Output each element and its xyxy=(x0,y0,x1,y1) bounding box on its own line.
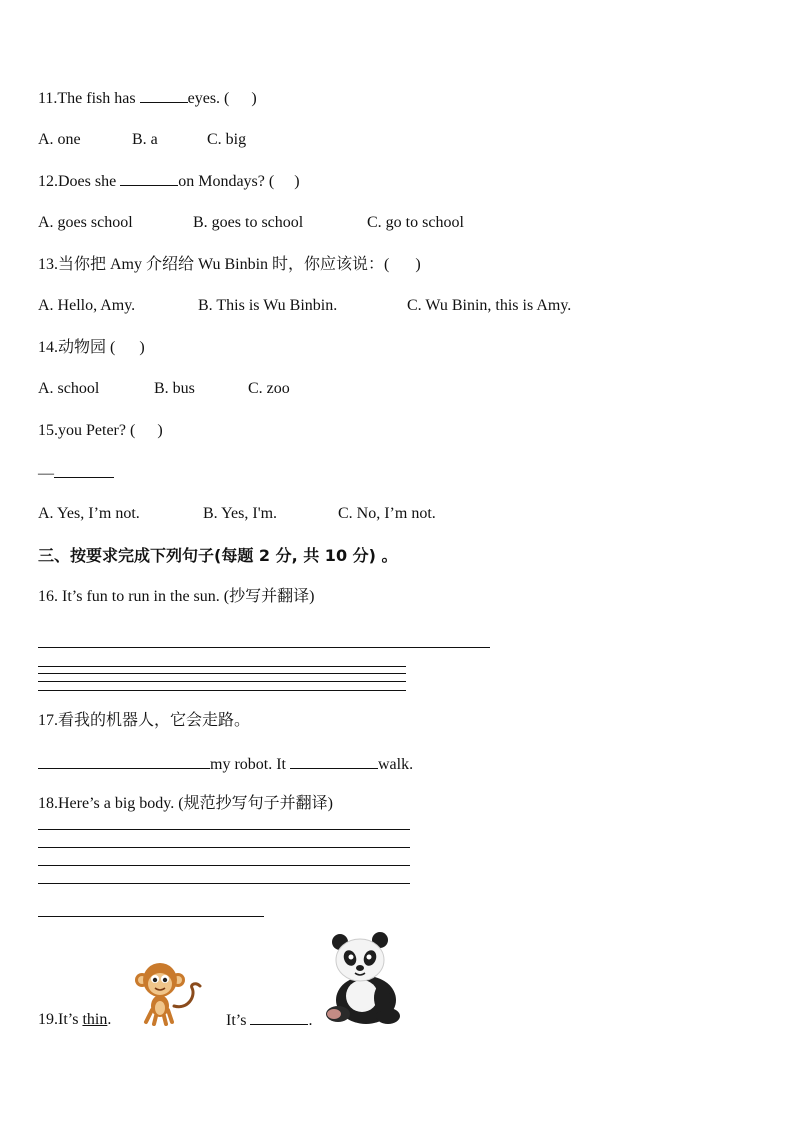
q19-its: It’s xyxy=(58,1011,83,1028)
q12-text-b: on Mondays? ( xyxy=(178,173,275,190)
q11-close-paren: ) xyxy=(251,90,257,107)
q13-text: 13.当你把 Amy 介绍给 Wu Binbin 时，你应该说：( xyxy=(38,256,390,273)
q13-option-b: B. This is Wu Binbin. xyxy=(198,297,338,314)
section-3-heading: 三、按要求完成下列句子(每题 2 分, 共 10 分) 。 xyxy=(38,546,398,565)
q16-writing-line[interactable] xyxy=(38,647,490,648)
q19-end-dot: . xyxy=(308,1012,313,1029)
q14-option-a: A. school xyxy=(38,380,100,397)
monkey-icon xyxy=(130,960,206,1026)
q19-word-thin: thin xyxy=(82,1011,108,1028)
q16-writing-line[interactable] xyxy=(38,681,406,682)
question-12 xyxy=(38,171,300,192)
q11-text-b: eyes. ( xyxy=(187,90,230,107)
question-18: 18.Here’s a big body. (规范抄写句子并翻译) xyxy=(38,795,333,812)
q19-blank[interactable] xyxy=(250,1010,308,1025)
q14-text: 14.动物园 ( xyxy=(38,339,116,356)
q17-blank-2[interactable] xyxy=(290,754,378,769)
q15-close-paren: ) xyxy=(157,422,163,439)
q15-option-a: A. Yes, I’m not. xyxy=(38,505,140,522)
q11-option-c: C. big xyxy=(207,131,247,148)
q14-option-b: B. bus xyxy=(154,380,195,397)
q12-close-paren: ) xyxy=(294,173,300,190)
q15-reply-blank[interactable] xyxy=(54,463,114,478)
q12-number: 12. xyxy=(38,173,58,190)
q12-option-a: A. goes school xyxy=(38,214,133,231)
question-16: 16. It’s fun to run in the sun. (抄写并翻译) xyxy=(38,588,315,605)
q15-dash: — xyxy=(38,465,54,482)
q14-option-c: C. zoo xyxy=(248,380,290,397)
q11-text-a: The fish has xyxy=(57,90,140,107)
q15-reply-line xyxy=(38,463,114,484)
q18-writing-line[interactable] xyxy=(38,829,410,830)
q16-writing-line[interactable] xyxy=(38,673,406,674)
q17-end-text: walk. xyxy=(378,756,414,773)
q13-option-a: A. Hello, Amy. xyxy=(38,297,136,314)
q11-option-a: A. one xyxy=(38,131,81,148)
q15-option-b: B. Yes, I'm. xyxy=(203,505,278,522)
panda-icon xyxy=(322,930,404,1026)
q18-writing-line[interactable] xyxy=(38,883,410,884)
q18-writing-line[interactable] xyxy=(38,847,410,848)
question-14 xyxy=(38,338,145,358)
q11-blank[interactable] xyxy=(140,88,188,103)
q12-text-a: Does she xyxy=(58,173,121,190)
question-15 xyxy=(38,421,163,441)
q12-option-c: C. go to school xyxy=(367,214,464,231)
q12-blank[interactable] xyxy=(120,171,178,186)
q17-mid-text: my robot. It xyxy=(210,756,290,773)
q15-option-c: C. No, I’m not. xyxy=(338,505,436,522)
q18-writing-line[interactable] xyxy=(38,865,410,866)
q15-text: 15.you Peter? ( xyxy=(38,422,136,439)
question-13 xyxy=(38,255,421,275)
q11-number: 11. xyxy=(38,90,58,107)
question-11 xyxy=(38,88,257,109)
q19-its-2: It’s xyxy=(226,1012,251,1029)
q13-close-paren: ) xyxy=(415,256,421,273)
q13-option-c: C. Wu Binin, this is Amy. xyxy=(407,297,572,314)
q19-answer xyxy=(226,1010,312,1031)
q16-writing-line[interactable] xyxy=(38,666,406,667)
q11-option-b: B. a xyxy=(132,131,158,148)
q17-blank-1[interactable] xyxy=(38,754,210,769)
q19-number: 19. xyxy=(38,1011,58,1028)
question-19 xyxy=(38,1010,111,1030)
q12-option-b: B. goes to school xyxy=(193,214,304,231)
q16-writing-line[interactable] xyxy=(38,690,406,691)
q17-fill-line xyxy=(38,754,413,775)
q14-close-paren: ) xyxy=(139,339,145,356)
q19-dot: . xyxy=(107,1011,112,1028)
question-17: 17.看我的机器人，它会走路。 xyxy=(38,712,251,729)
q18-translation-line[interactable] xyxy=(38,916,264,917)
